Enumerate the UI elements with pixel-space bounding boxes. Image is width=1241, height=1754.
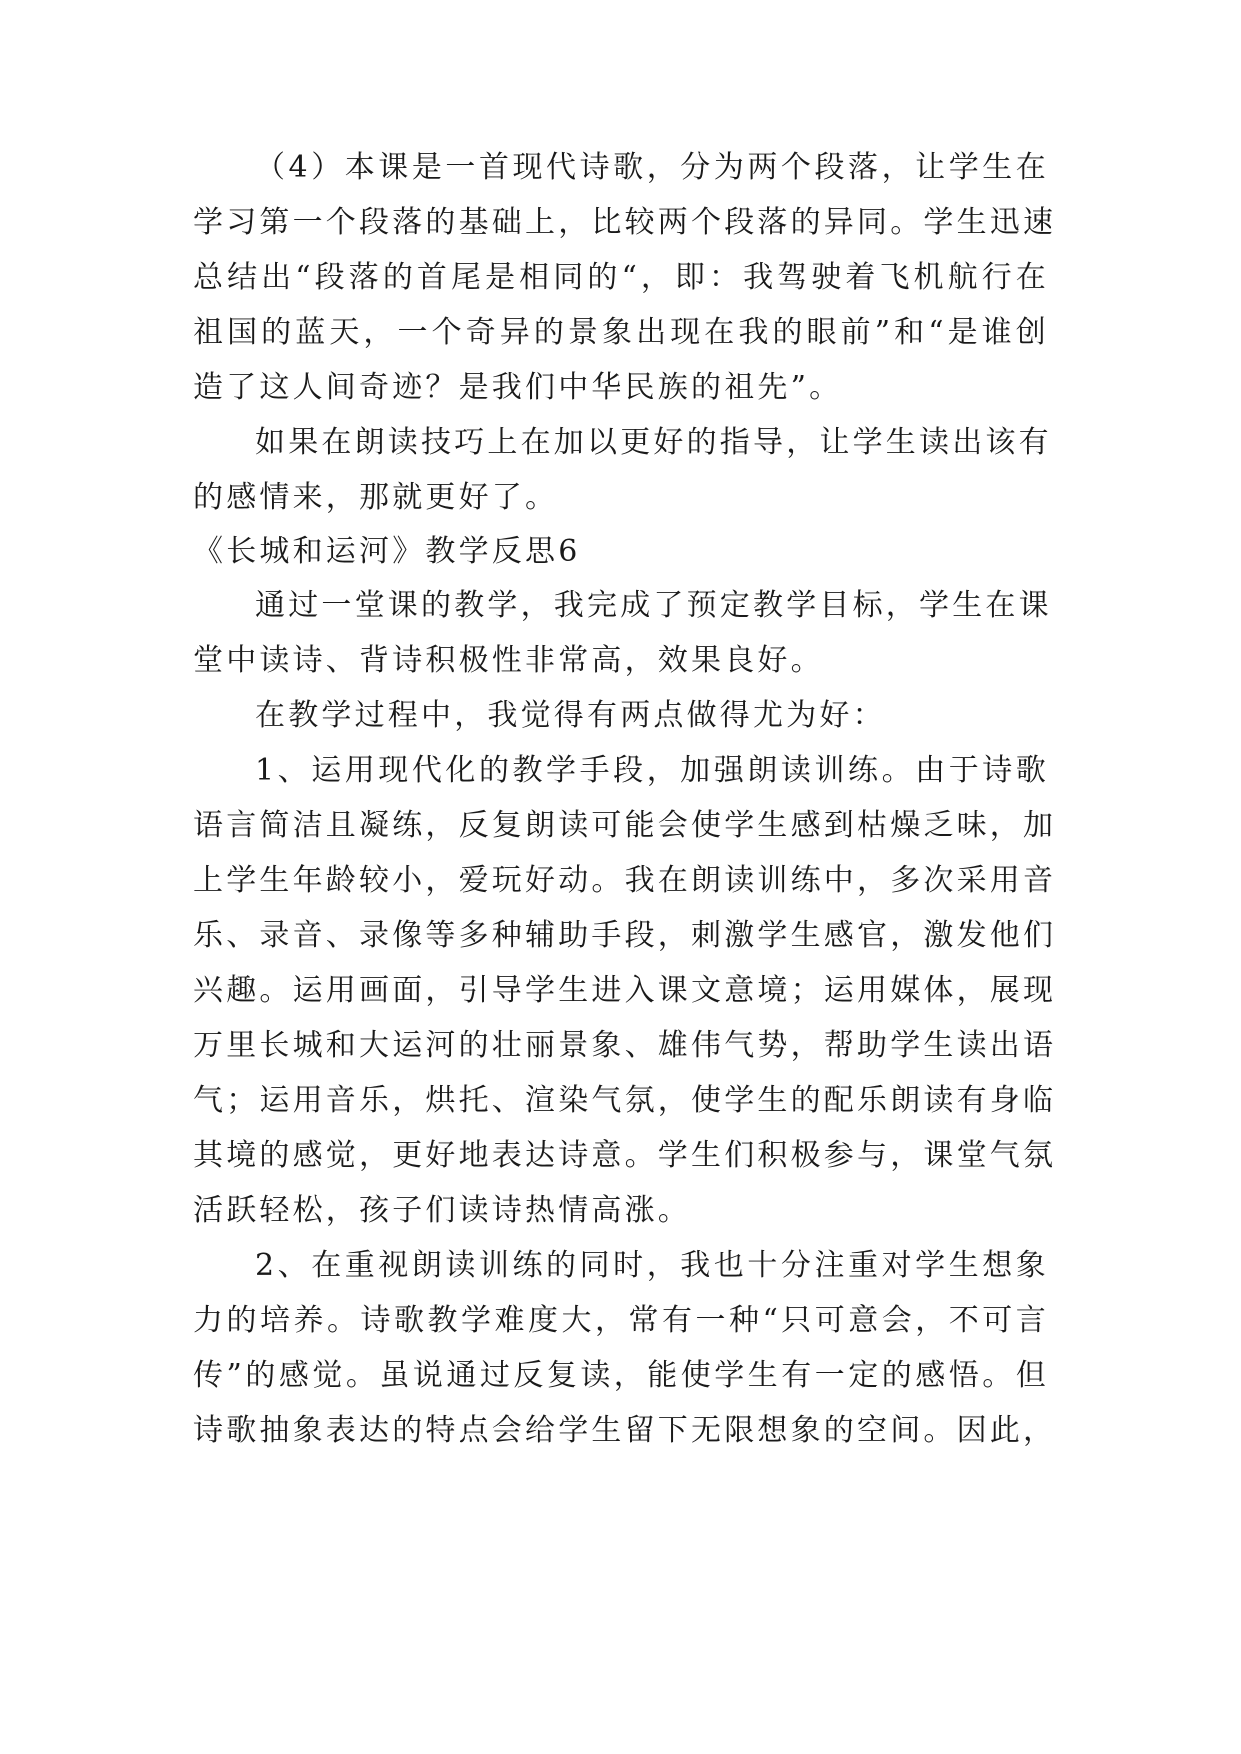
paragraph-line: 传”的感觉。虽说通过反复读，能使学生有一定的感悟。但 xyxy=(193,1358,1049,1393)
paragraph-line: 祖国的蓝天，一个奇异的景象出现在我的眼前”和“是谁创 xyxy=(193,315,1049,350)
paragraph-line: 乐、录音、录像等多种辅助手段，刺激学生感官，激发他们 xyxy=(193,918,1057,953)
paragraph-line: 诗歌抽象表达的特点会给学生留下无限想象的空间。因此， xyxy=(193,1413,1057,1448)
paragraph-line: 1、运用现代化的教学手段，加强朗读训练。由于诗歌 xyxy=(255,753,1049,788)
section-heading: 《长城和运河》教学反思6 xyxy=(193,534,581,569)
paragraph-line: 其境的感觉，更好地表达诗意。学生们积极参与，课堂气氛 xyxy=(193,1138,1057,1173)
paragraph-line: 上学生年龄较小，爱玩好动。我在朗读训练中，多次采用音 xyxy=(193,863,1057,898)
paragraph-line: （4）本课是一首现代诗歌，分为两个段落，让学生在 xyxy=(255,150,1049,185)
paragraph-line: 2、在重视朗读训练的同时，我也十分注重对学生想象 xyxy=(255,1248,1049,1283)
paragraph-line: 堂中读诗、背诗积极性非常高，效果良好。 xyxy=(193,643,824,678)
paragraph-line: 学习第一个段落的基础上，比较两个段落的异同。学生迅速 xyxy=(193,205,1057,240)
paragraph-line: 语言简洁且凝练，反复朗读可能会使学生感到枯燥乏味，加 xyxy=(193,808,1057,843)
paragraph-line: 的感情来，那就更好了。 xyxy=(193,480,559,515)
paragraph-line: 力的培养。诗歌教学难度大，常有一种“只可意会，不可言 xyxy=(193,1303,1049,1338)
paragraph-line: 在教学过程中，我觉得有两点做得尤为好： xyxy=(255,698,886,733)
paragraph-line: 活跃轻松，孩子们读诗热情高涨。 xyxy=(193,1193,691,1228)
paragraph-line: 如果在朗读技巧上在加以更好的指导，让学生读出该有 xyxy=(255,425,1052,460)
paragraph-line: 总结出“段落的首尾是相同的“，即：我驾驶着飞机航行在 xyxy=(193,260,1049,295)
paragraph-line: 造了这人间奇迹？是我们中华民族的祖先”。 xyxy=(193,370,843,405)
paragraph-line: 万里长城和大运河的壮丽景象、雄伟气势，帮助学生读出语 xyxy=(193,1028,1057,1063)
paragraph-line: 通过一堂课的教学，我完成了预定教学目标，学生在课 xyxy=(255,588,1052,623)
paragraph-line: 气；运用音乐，烘托、渲染气氛，使学生的配乐朗读有身临 xyxy=(193,1083,1057,1118)
paragraph-line: 兴趣。运用画面，引导学生进入课文意境；运用媒体，展现 xyxy=(193,973,1057,1008)
